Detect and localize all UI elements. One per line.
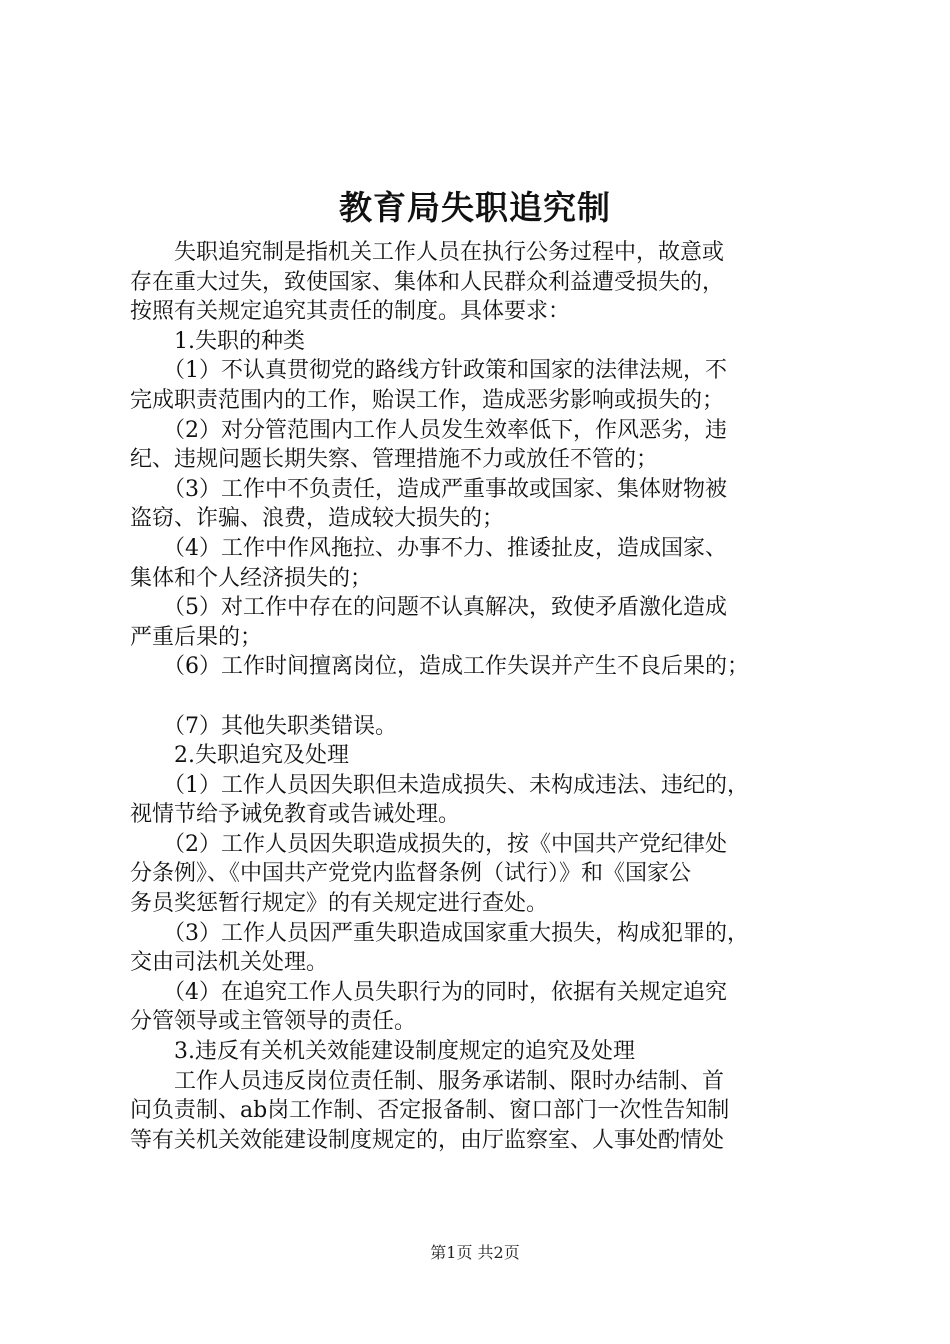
body-line: 工作人员违反岗位责任制、服务承诺制、限时办结制、首: [130, 1068, 725, 1094]
body-line: （2）工作人员因失职造成损失的，按《中国共产党纪律处: [130, 831, 727, 857]
body-line: 严重后果的；: [130, 624, 263, 650]
body-line: （4）工作中作风拖拉、办事不力、推诿扯皮，造成国家、: [130, 535, 727, 561]
body-line: （7）其他失职类错误。: [130, 713, 397, 739]
document-title: 教育局失职追究制: [339, 188, 611, 227]
section-heading-3: 3.违反有关机关效能建设制度规定的追究及处理: [130, 1039, 635, 1065]
body-line: 问负责制、ab岗工作制、否定报备制、窗口部门一次性告知制: [130, 1098, 730, 1124]
page-footer: 第1页 共2页: [430, 1243, 520, 1262]
document-body: [130, 238, 830, 1155]
body-line: （3）工作中不负责任，造成严重事故或国家、集体财物被: [130, 476, 727, 502]
body-line: 存在重大过失，致使国家、集体和人民群众利益遭受损失的，: [130, 269, 725, 295]
body-line: 务员奖惩暂行规定》的有关规定进行查处。: [130, 891, 549, 917]
body-line: 完成职责范围内的工作，贻误工作，造成恶劣影响或损失的；: [130, 387, 725, 413]
blank-line: [130, 682, 830, 712]
body-line: 按照有关规定追究其责任的制度。具体要求：: [130, 299, 571, 325]
body-line: 分条例》、《中国共产党党内监督条例（试行）》和《国家公: [130, 861, 692, 887]
section-heading-2: 2.失职追究及处理: [130, 743, 349, 769]
body-line: 纪、违规问题长期失察、管理措施不力或放任不管的；: [130, 447, 659, 473]
body-line: （2）对分管范围内工作人员发生效率低下，作风恶劣，违: [130, 417, 727, 443]
body-line: （6）工作时间擅离岗位，造成工作失误并产生不良后果的；: [130, 654, 749, 680]
body-line: （4）在追究工作人员失职行为的同时，依据有关规定追究: [130, 979, 727, 1005]
body-line: （1）工作人员因失职但未造成损失、未构成违法、违纪的，: [130, 772, 749, 798]
body-line: 失职追究制是指机关工作人员在执行公务过程中，故意或: [130, 240, 725, 265]
body-line: 交由司法机关处理。: [130, 950, 329, 976]
body-line: 盗窃、诈骗、浪费，造成较大损失的；: [130, 506, 505, 532]
body-line: （3）工作人员因严重失职造成国家重大损失，构成犯罪的，: [130, 920, 749, 946]
body-line: 分管领导或主管领导的责任。: [130, 1009, 417, 1035]
body-line: 视情节给予诫免教育或告诫处理。: [130, 802, 461, 828]
body-line: 集体和个人经济损失的；: [130, 565, 373, 591]
body-line: （5）对工作中存在的问题不认真解决，致使矛盾激化造成: [130, 595, 727, 621]
section-heading-1: 1.失职的种类: [130, 328, 305, 354]
body-line: 等有关机关效能建设制度规定的，由厅监察室、人事处酌情处: [130, 1127, 725, 1153]
body-line: （1）不认真贯彻党的路线方针政策和国家的法律法规，不: [130, 358, 727, 384]
